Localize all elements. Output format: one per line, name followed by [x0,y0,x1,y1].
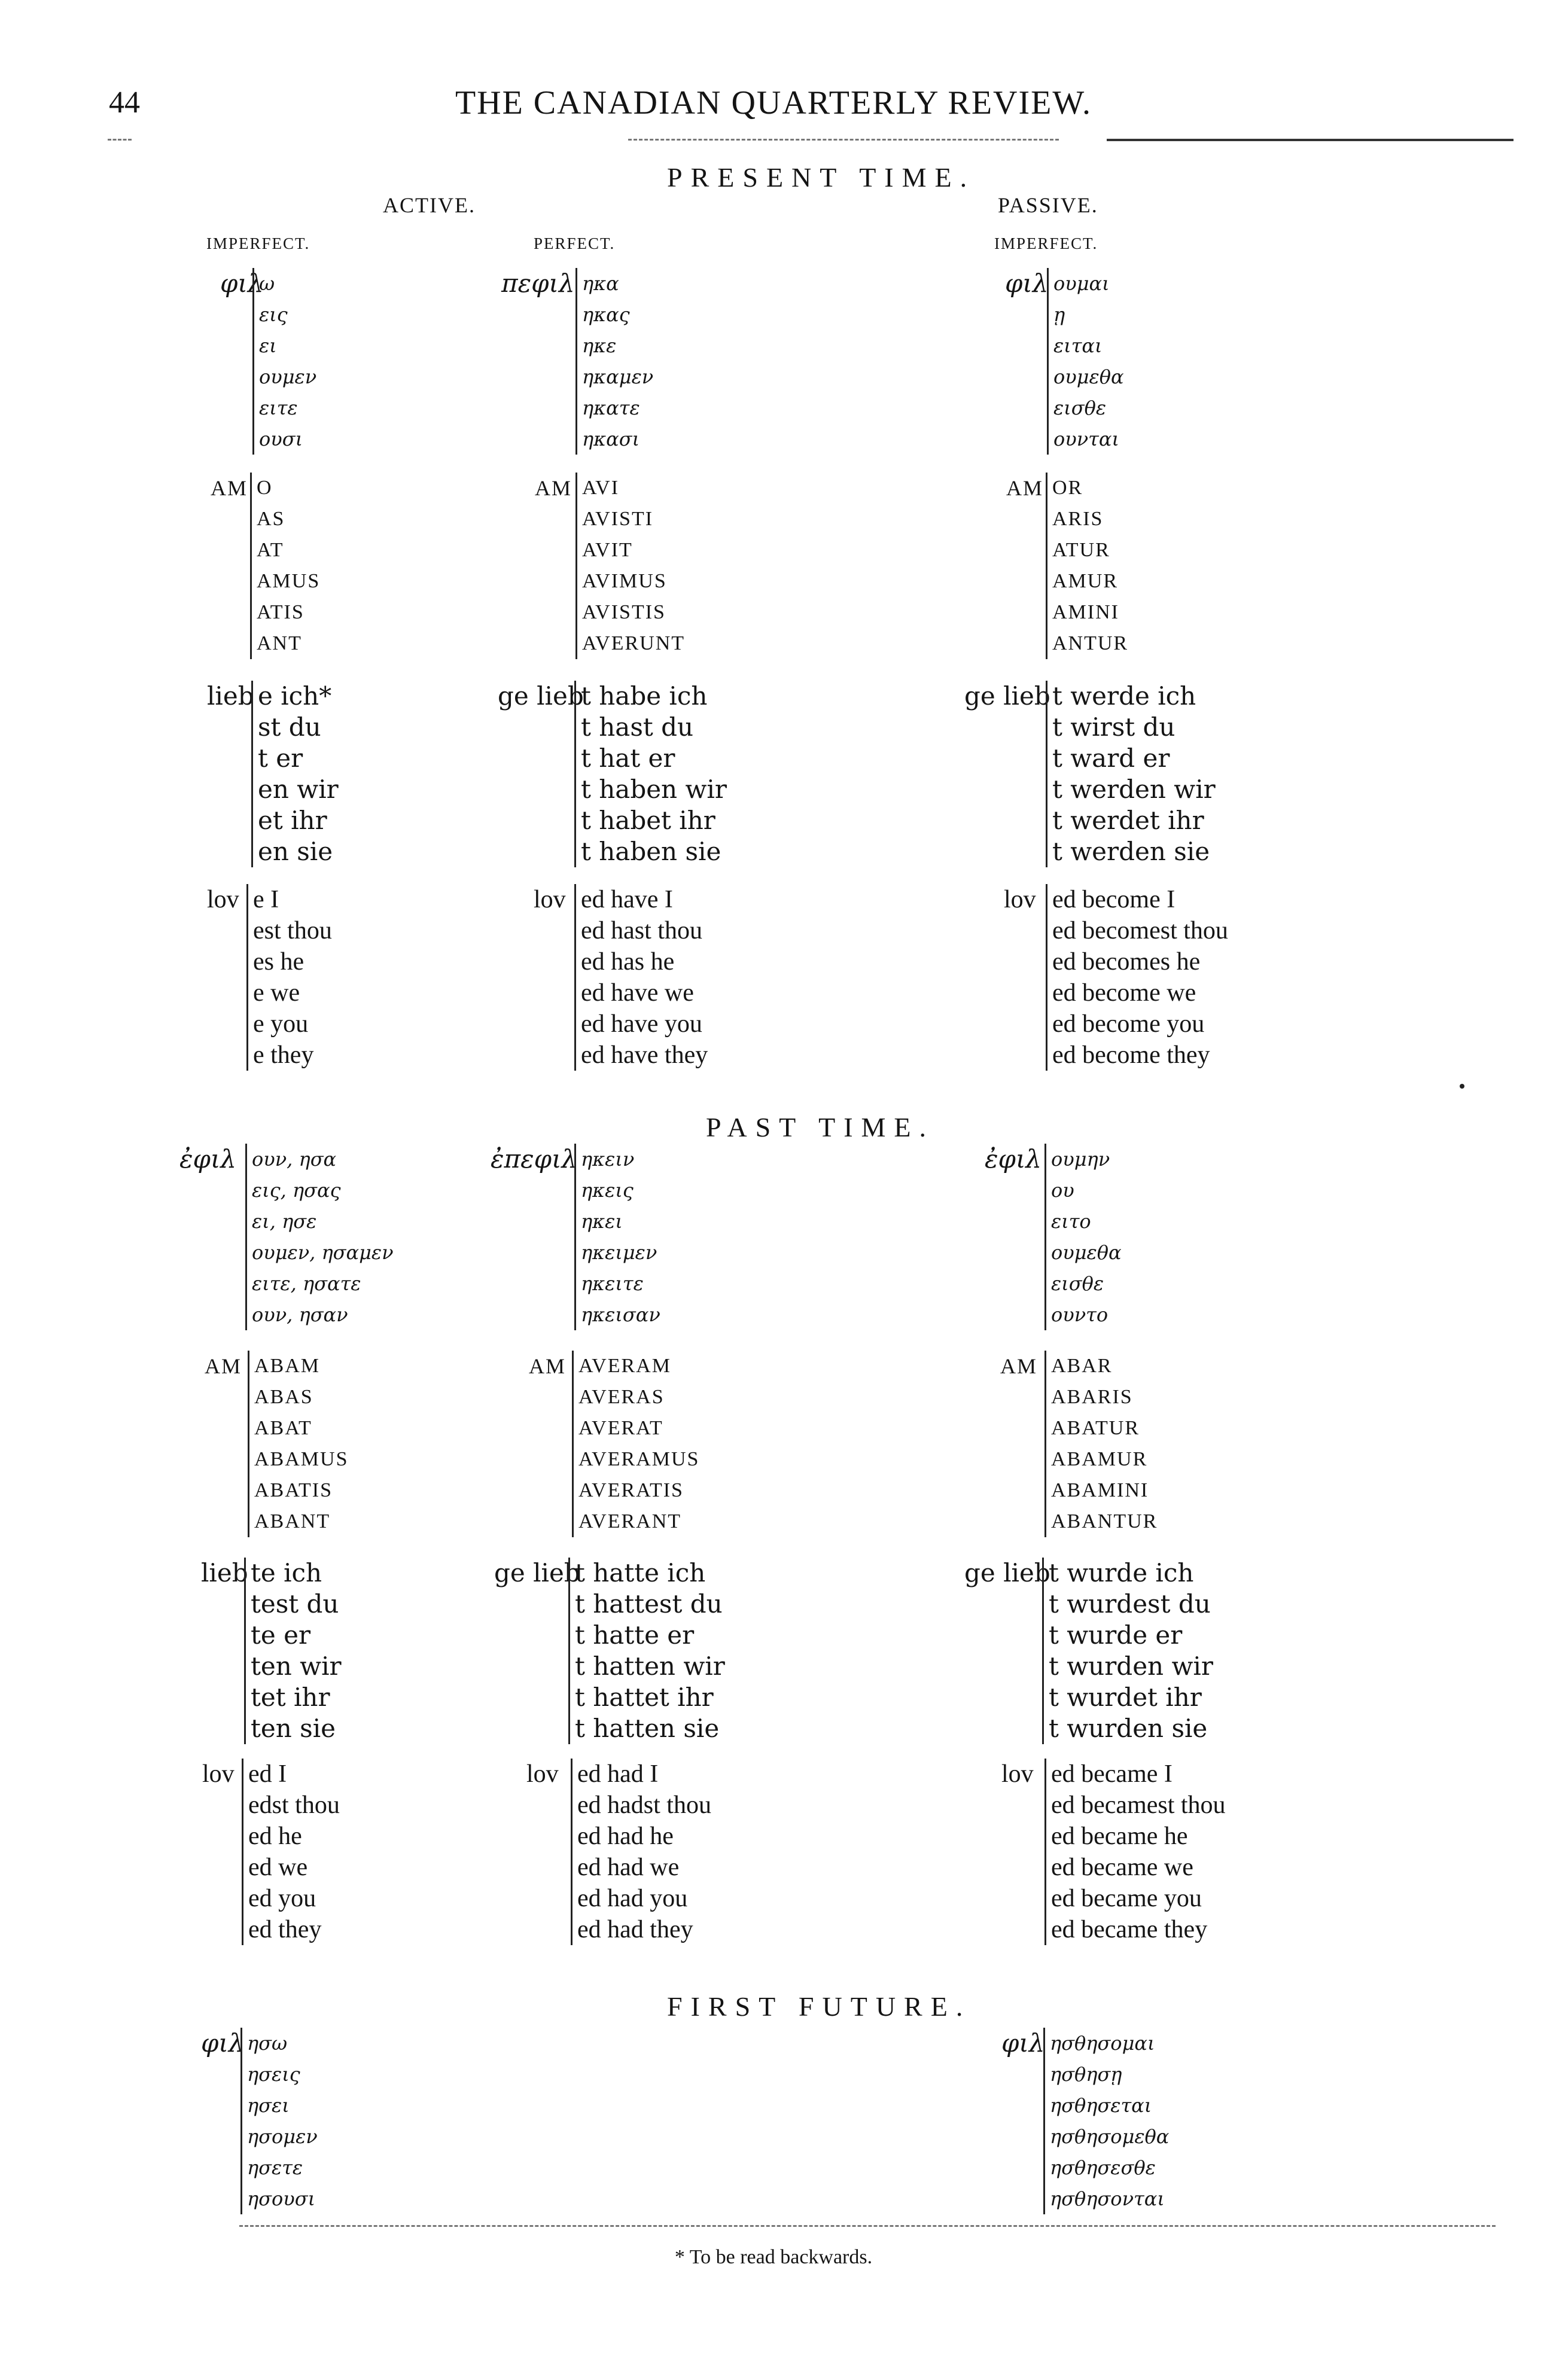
ending: te er [251,1620,311,1650]
section-title-first-future: FIRST FUTURE. [667,1991,972,2022]
header-rule-left [108,139,132,141]
ending: ησει [247,2094,290,2117]
stem: φιλ [1001,2028,1045,2058]
footnote: * To be read backwards. [674,2246,873,2268]
ending: ῃ [1053,303,1065,326]
passive-label: PASSIVE. [998,193,1098,217]
stem: lov [1004,886,1036,913]
ending: ησομεν [247,2125,318,2148]
stem: ge lieb [494,1558,580,1587]
ending: AMINI [1052,601,1119,623]
ending: ed have you [581,1010,702,1038]
ending: AVERAS [578,1386,665,1408]
ending: ANT [257,632,302,654]
ending: ed have we [581,979,694,1007]
perfect-label: PERFECT. [534,234,616,252]
ending: εισθε [1051,1272,1104,1295]
ending: ησθησεται [1050,2094,1152,2117]
ending: ed they [248,1916,322,1943]
ending: t wurde ich [1049,1558,1194,1587]
ending: ου [1051,1179,1074,1202]
ending: ηκεις [581,1179,634,1202]
stem: AM [211,476,248,500]
ending: st du [258,712,321,742]
ending: edst thou [248,1791,340,1819]
ending: ησθησονται [1050,2187,1165,2210]
ending: ουντο [1051,1303,1109,1326]
ending: ABATUR [1051,1417,1140,1439]
ending: ω [259,272,275,295]
ending: ed you [248,1885,316,1912]
ending: ειτε, ησατε [252,1272,361,1295]
ending: AVERAMUS [578,1448,700,1470]
ending: ten sie [251,1714,336,1743]
ending: ησουσι [247,2187,316,2210]
print-speck [1460,1084,1464,1089]
ending: ed had he [577,1823,674,1850]
stem: ἐφιλ [985,1144,1042,1174]
ending: t werden sie [1052,837,1210,866]
ending: ηκα [582,272,619,295]
ending: ed became they [1051,1916,1208,1943]
ending: ουσι [259,428,303,450]
ending: ed becomes he [1052,948,1201,976]
footnote-marker: * [319,681,332,711]
passive-imperfect-label: IMPERFECT. [994,234,1098,252]
ending: AVERATIS [578,1479,684,1501]
ending: ed became he [1051,1823,1188,1850]
ending: εις [259,303,288,326]
stem: AM [1000,1354,1038,1378]
stem: AM [535,476,572,500]
ending: ABAT [254,1417,312,1439]
page-number: 44 [109,86,140,120]
ending: ed we [248,1854,308,1881]
ending: t haben wir [581,775,727,804]
ending: es he [253,948,304,976]
ending: t hat er [581,743,675,773]
ending: ABAMINI [1051,1479,1149,1501]
ending: ed had you [577,1885,688,1912]
ending: tet ihr [251,1683,330,1712]
stem: φιλ [201,2028,245,2058]
ending: te ich [251,1558,322,1587]
ending: ABANTUR [1051,1510,1158,1532]
ending: ηκειμεν [581,1241,657,1264]
ending: ηκαμεν [582,365,654,388]
ending: ABANT [254,1510,331,1532]
ending: ηκατε [582,397,640,419]
ending: t wurden sie [1049,1714,1208,1743]
stem: ge lieb [964,681,1050,711]
ending: ABAR [1051,1355,1113,1377]
ending: ειται [1053,334,1103,357]
ending: ησθησομεθα [1050,2125,1170,2148]
ending: ed become I [1052,886,1176,913]
ending: ABATIS [254,1479,333,1501]
ending: t wurdet ihr [1049,1683,1202,1712]
ending: AVERAT [578,1417,663,1439]
ending: ηκας [582,303,630,326]
stem: lov [526,1760,559,1788]
ending: ειτε [259,397,298,419]
footnote-rule [239,2225,1496,2227]
ending: ησω [247,2032,288,2055]
ending: t werden wir [1052,775,1216,804]
ending: AVIMUS [582,570,667,592]
ending: ATUR [1052,539,1110,561]
ending: ει [259,334,277,357]
section-title-past: PAST TIME. [706,1112,935,1142]
stem: ἐπεφιλ [491,1144,578,1174]
ending: ουμην [1051,1148,1110,1171]
ending: e ich [258,681,319,711]
ending: ed become we [1052,979,1196,1007]
ending: t habet ihr [581,806,715,835]
ending: ηκειν [581,1148,635,1171]
ending: ed had we [577,1854,680,1881]
stem: lov [534,886,566,913]
ending: t haben sie [581,837,721,866]
ending: ed have they [581,1041,708,1069]
ending: AVISTI [582,508,654,530]
stem: AM [1006,476,1044,500]
ending: ed he [248,1823,302,1850]
ending: ηκειτε [581,1272,644,1295]
running-title: THE CANADIAN QUARTERLY REVIEW. [455,84,1092,121]
ending: OR [1052,477,1083,499]
ending: t hattet ihr [575,1683,714,1712]
ending: ed become you [1052,1010,1205,1038]
ending: e you [253,1010,309,1038]
ending: t hast du [581,712,694,742]
stem: lieb [207,681,254,711]
ending: test du [251,1589,339,1619]
header-rule-middle [628,139,1059,141]
ending: t habe ich [581,681,708,711]
ending: t hatte ich [575,1558,706,1587]
ending: ABAS [254,1386,313,1408]
ending: ειτο [1051,1210,1091,1233]
ending: AVISTIS [582,601,666,623]
ending: en wir [258,775,339,804]
ending: ed I [248,1760,287,1788]
stem: AM [205,1354,242,1378]
ending: ουμεν [259,365,317,388]
ending: ουν, ησα [252,1148,337,1171]
ending: AVERUNT [582,632,686,654]
ending: t wurde er [1049,1620,1183,1650]
ending: e I [253,886,279,913]
ending: e they [253,1041,314,1069]
ending: ed becomest thou [1052,917,1228,944]
ending: t wurdest du [1049,1589,1211,1619]
ending: ουμεν, ησαμεν [252,1241,394,1264]
ending: ησετε [247,2156,303,2179]
stem: φιλ [220,269,264,298]
ending: ed have I [581,886,673,913]
ending: et ihr [258,806,327,835]
stem: lov [1001,1760,1034,1788]
ending: ed had I [577,1760,659,1788]
ending: ABAM [254,1355,321,1377]
stem: ge lieb [498,681,584,711]
ending: ed became I [1051,1760,1173,1788]
ending: t werde ich [1052,681,1196,711]
ending: ABAMUR [1051,1448,1148,1470]
stem: πεφιλ [501,269,575,298]
ending: t hatten wir [575,1651,725,1681]
stem: lov [207,886,239,913]
active-label: ACTIVE. [383,193,476,217]
ending: AMUR [1052,570,1119,592]
ending: ουν, ησαν [252,1303,348,1326]
ending: ed had they [577,1916,693,1943]
ending: ηκασι [582,428,640,450]
ending: t er [258,743,303,773]
ending: ησθησῃ [1050,2063,1122,2086]
ending: ABARIS [1051,1386,1133,1408]
ending: ηκε [582,334,617,357]
ending: t hattest du [575,1589,723,1619]
section-title-present: PRESENT TIME. [667,162,976,193]
stem: φιλ [1005,269,1049,298]
ending: ten wir [251,1651,342,1681]
ending: ANTUR [1052,632,1129,654]
ending: AVERAM [578,1355,671,1377]
stem: AM [529,1354,567,1378]
ending: e we [253,979,300,1007]
ending: ησεις [247,2063,300,2086]
ending: O [257,477,273,499]
ending: AT [257,539,284,561]
ending: AMUS [257,570,321,592]
ending: ed become they [1052,1041,1210,1069]
stem: ge lieb [964,1558,1050,1587]
ending: t wurden wir [1049,1651,1213,1681]
ending: AVI [582,477,620,499]
stem: lov [202,1760,235,1788]
ending: ed hadst thou [577,1791,711,1819]
imperfect-label: IMPERFECT. [206,234,310,252]
stem: ἐφιλ [179,1144,237,1174]
ending: t werdet ihr [1052,806,1204,835]
ending: AS [257,508,285,530]
ending: ed became we [1051,1854,1193,1881]
ending: ησθησομαι [1050,2032,1155,2055]
ending: t wirst du [1052,712,1176,742]
ending: ARIS [1052,508,1104,530]
ending: ATIS [257,601,304,623]
ending: ουμαι [1053,272,1110,295]
ending: ηκεισαν [581,1303,660,1326]
ending: ουμεθα [1053,365,1124,388]
ending: t ward er [1052,743,1170,773]
header-rule-right [1107,139,1513,141]
ending: ABAMUS [254,1448,349,1470]
ending: ed became you [1051,1885,1202,1912]
ending: ed becamest thou [1051,1791,1226,1819]
ending: ηκει [581,1210,623,1233]
ending: AVIT [582,539,633,561]
ending: ει, ησε [252,1210,317,1233]
stem: lieb [201,1558,248,1587]
ending: ησθησεσθε [1050,2156,1156,2179]
ending: est thou [253,917,332,944]
ending: en sie [258,837,333,866]
ending: εισθε [1053,397,1106,419]
ending: ουνται [1053,428,1120,450]
ending: t hatten sie [575,1714,720,1743]
ending: ed has he [581,948,675,976]
ending: AVERANT [578,1510,682,1532]
ending: ed hast thou [581,917,702,944]
ending: εις, ησας [252,1179,341,1202]
ending: ουμεθα [1051,1241,1122,1264]
ending: t hatte er [575,1620,695,1650]
